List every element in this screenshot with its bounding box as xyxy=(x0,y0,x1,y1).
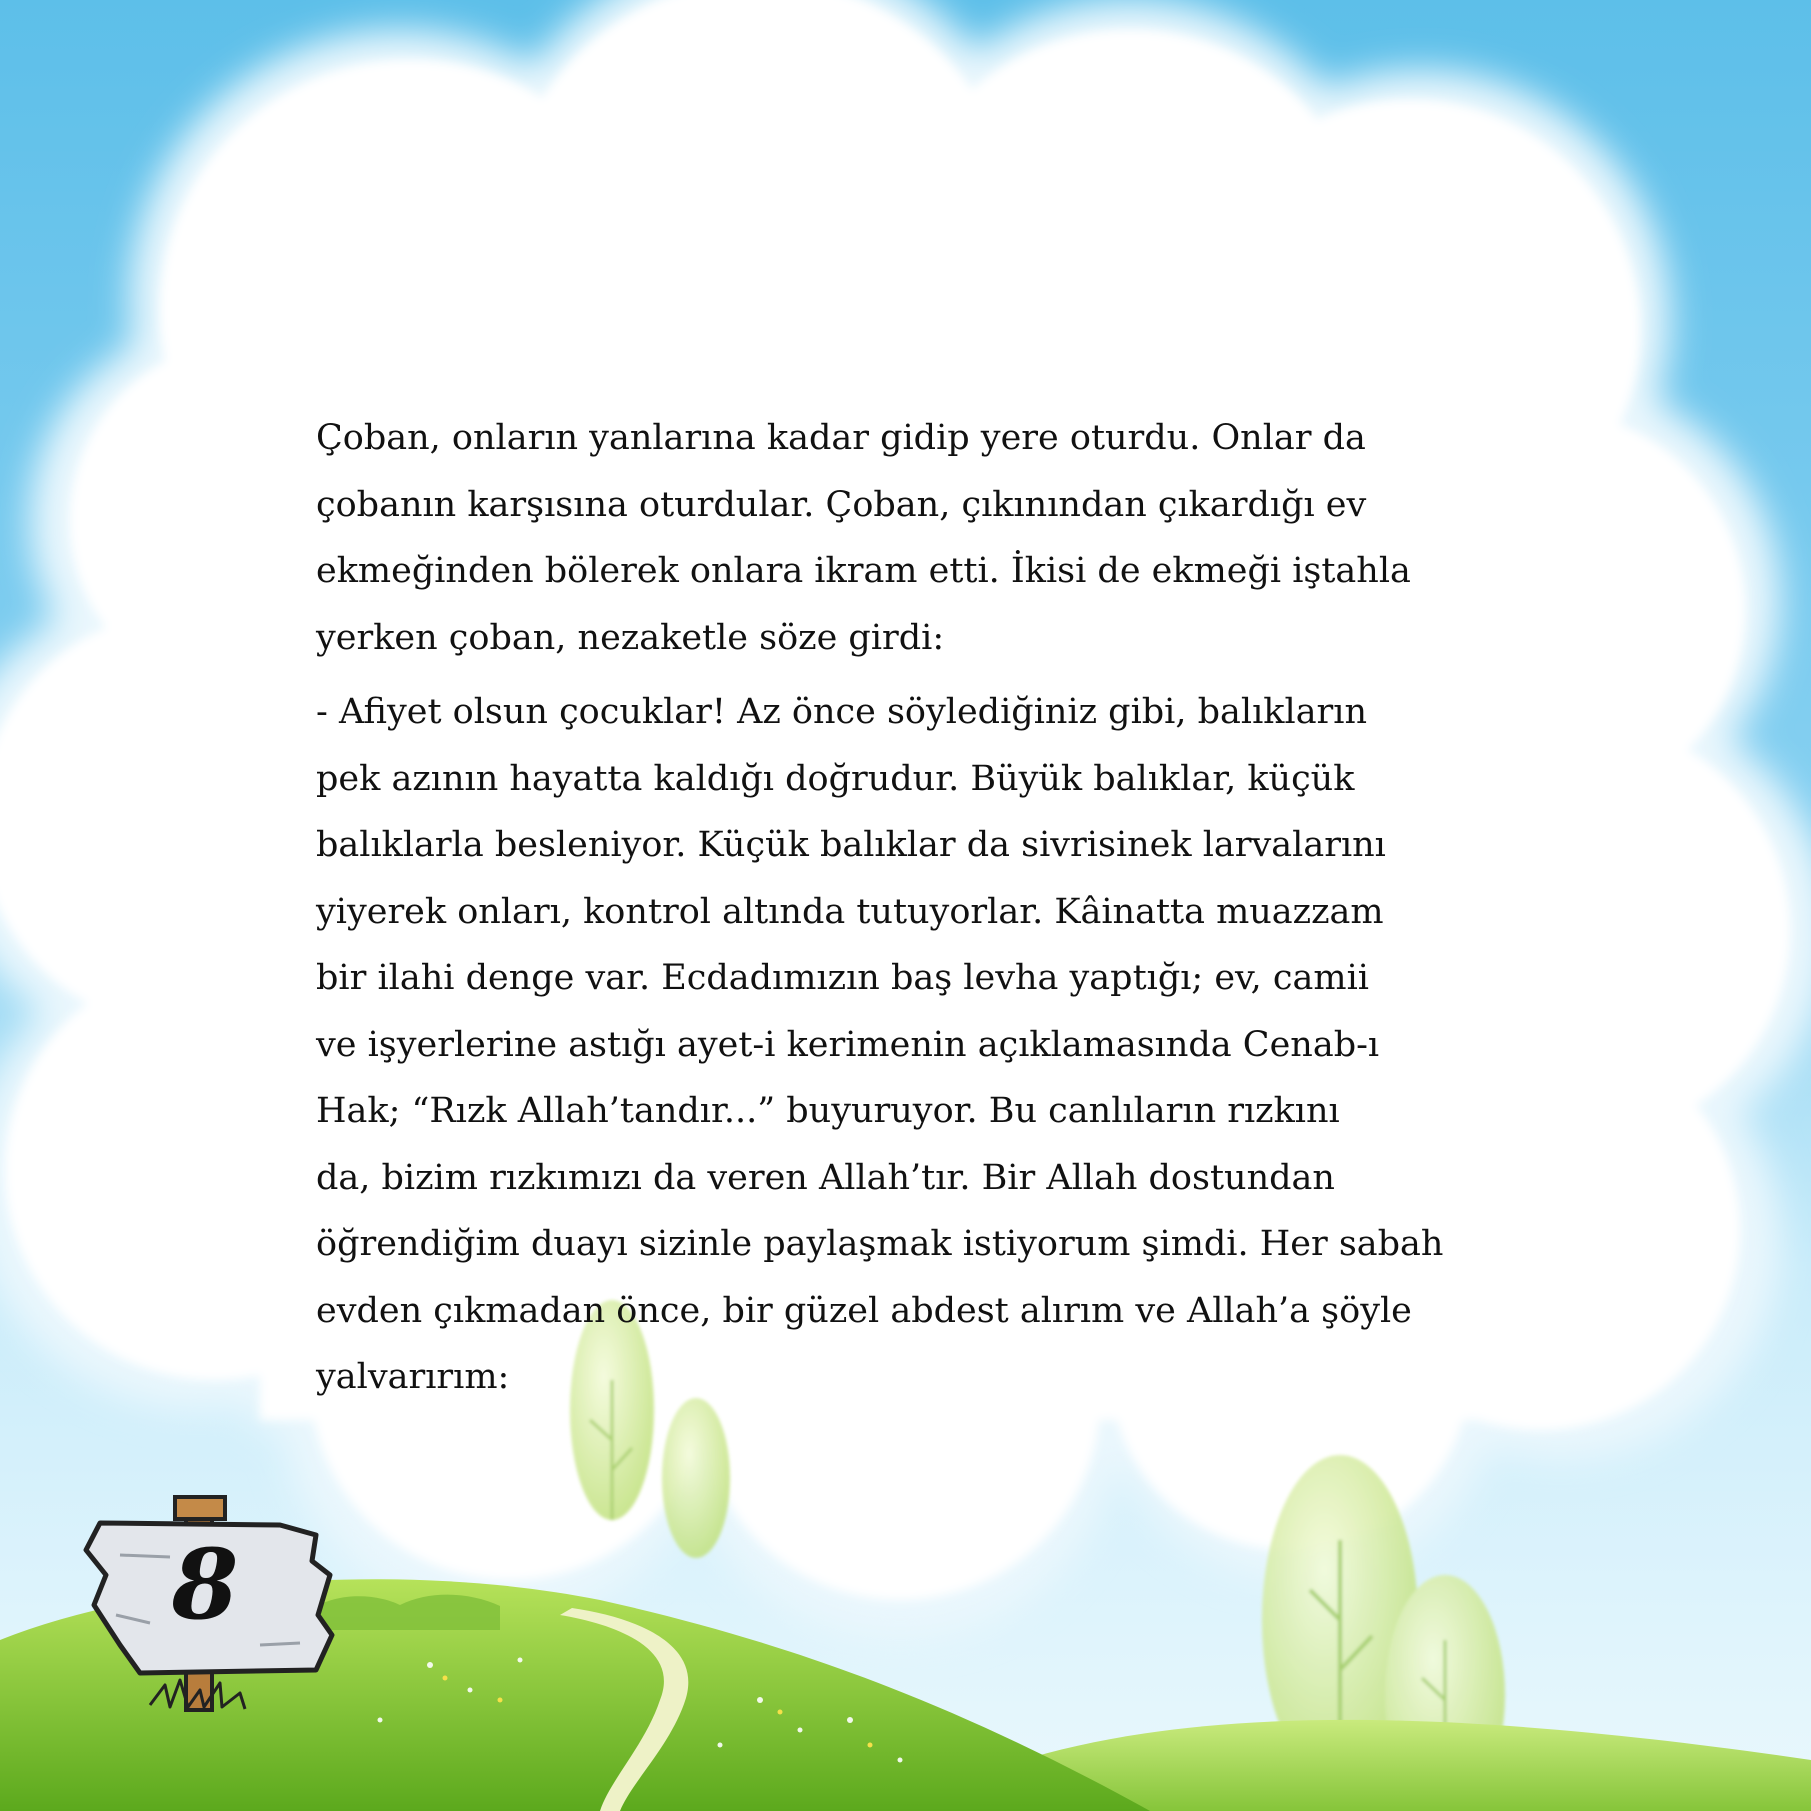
story-text xyxy=(316,405,1546,1411)
story-paragraph-1: Çoban, onların yanlarına kadar gidip yere oturdu. Onlar da çobanın karşısına oturdular. Çoban, çıkınından çıkardığı ev ekmeğinden bölerek onlara ikram etti. İkisi de ekmeği iştahla yerken çoban, nezaketle söze girdi: xyxy=(316,418,1411,658)
page-number: 8 xyxy=(171,1528,239,1641)
story-paragraph-2: - Afiyet olsun çocuklar! Az önce söylediğiniz gibi, balıkların pek azının hayatta kaldığı doğrudur. Büyük balıklar, küçük balıklarla besleniyor. Küçük balıklar da sivrisinek larvalarını yiyerek onları, kontrol altında tutuyorlar. Kâinatta muazzam bir ilahi denge var. Ecdadımızın baş levha yaptığı; ev, camii ve işyerlerine astığı ayet-i kerimenin açıklamasında Cenab-ı Hak; “Rızk Allah’tandır...” buyuruyor. Bu canlıların rızkını da, bizim rızkımızı da veren Allah’tır. Bir Allah dostundan öğrendiğim duayı sizinle paylaşmak istiyorum şimdi. Her sabah evden çıkmadan önce, bir güzel abdest alırım ve Allah’a şöyle yalvarırım: xyxy=(316,692,1444,1397)
